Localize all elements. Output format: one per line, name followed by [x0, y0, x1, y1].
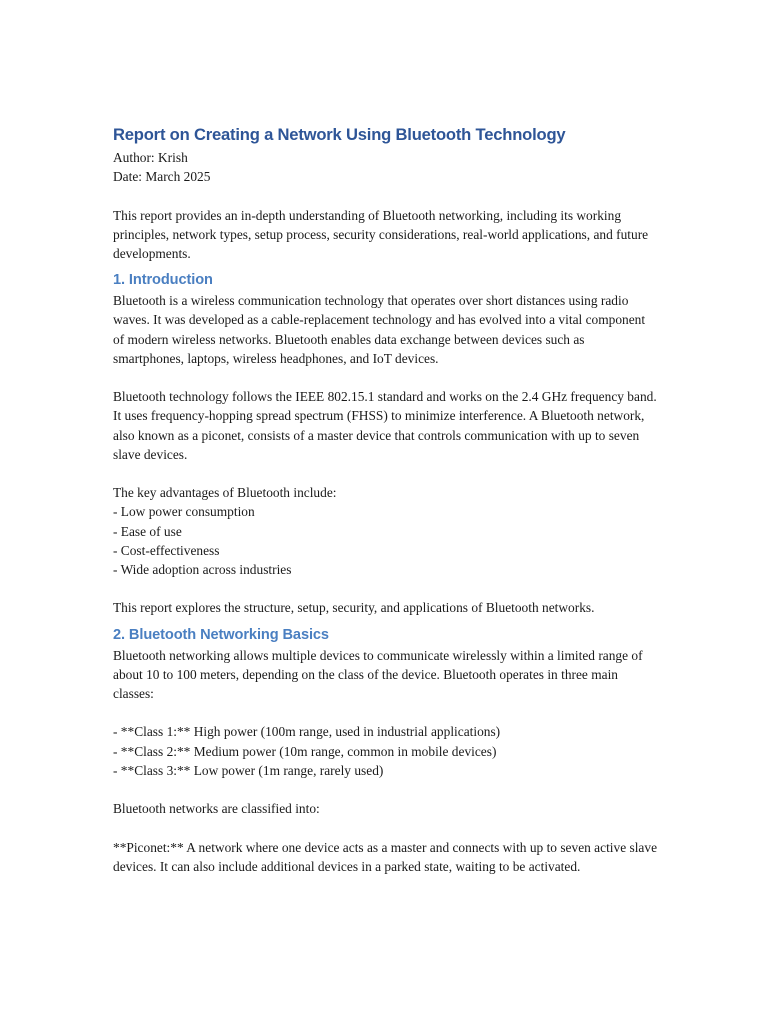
list-item: - **Class 1:** High power (100m range, used in industrial applications) — [113, 724, 501, 740]
document-title: Report on Creating a Network Using Bluetooth Technology — [113, 125, 566, 144]
intro-paragraph-2: Bluetooth technology follows the IEEE 802.15.1 standard and works on the 2.4 GHz frequency band. It uses frequency-hopping spread spectrum (FHSS) to minimize interference. A Bluetooth network, also known as a piconet, consists of a master device that controls communication with up to seven slave devices. — [113, 389, 657, 462]
list-item: - **Class 3:** Low power (1m range, rarely used) — [113, 762, 384, 778]
basics-paragraph-2: Bluetooth networks are classified into: — [113, 801, 320, 817]
basics-paragraph-1: Bluetooth networking allows multiple devices to communicate wirelessly within a limited range of about 10 to 100 meters, depending on the class of the device. Bluetooth operates in three main classes: — [113, 647, 643, 702]
section-heading-introduction: 1. Introduction — [113, 272, 213, 289]
list-item: - Ease of use — [113, 523, 182, 539]
basics-paragraph-3: **Piconet:** A network where one device acts as a master and connects with up to seven active slave devices. It can also include additional devices in a parked state, waiting to be activated. — [113, 839, 658, 874]
classes-list — [113, 722, 658, 780]
date-line: Date: March 2025 — [113, 169, 211, 185]
intro-paragraph-1: Bluetooth is a wireless communication technology that operates over short distances using radio waves. It was developed as a cable-replacement technology and has evolved into a vital component of modern wireless networks. Bluetooth enables data exchange between devices such as smartphones, laptops, wireless headphones, and IoT devices. — [113, 293, 646, 366]
list-item: - Cost-effectiveness — [113, 542, 220, 558]
intro-paragraph-3: This report explores the structure, setup, security, and applications of Bluetooth networks. — [113, 600, 595, 616]
document-page — [113, 122, 658, 876]
advantages-intro: The key advantages of Bluetooth include: — [113, 485, 337, 501]
list-item: - **Class 2:** Medium power (10m range, common in mobile devices) — [113, 743, 497, 759]
advantages-list — [113, 502, 658, 579]
list-item: - Wide adoption across industries — [113, 562, 292, 578]
abstract-paragraph: This report provides an in-depth understanding of Bluetooth networking, including its working principles, network types, setup process, security considerations, real-world applications, and future developments. — [113, 207, 649, 261]
author-line: Author: Krish — [113, 150, 188, 165]
section-heading-basics: 2. Bluetooth Networking Basics — [113, 626, 329, 643]
list-item: - Low power consumption — [113, 504, 255, 520]
